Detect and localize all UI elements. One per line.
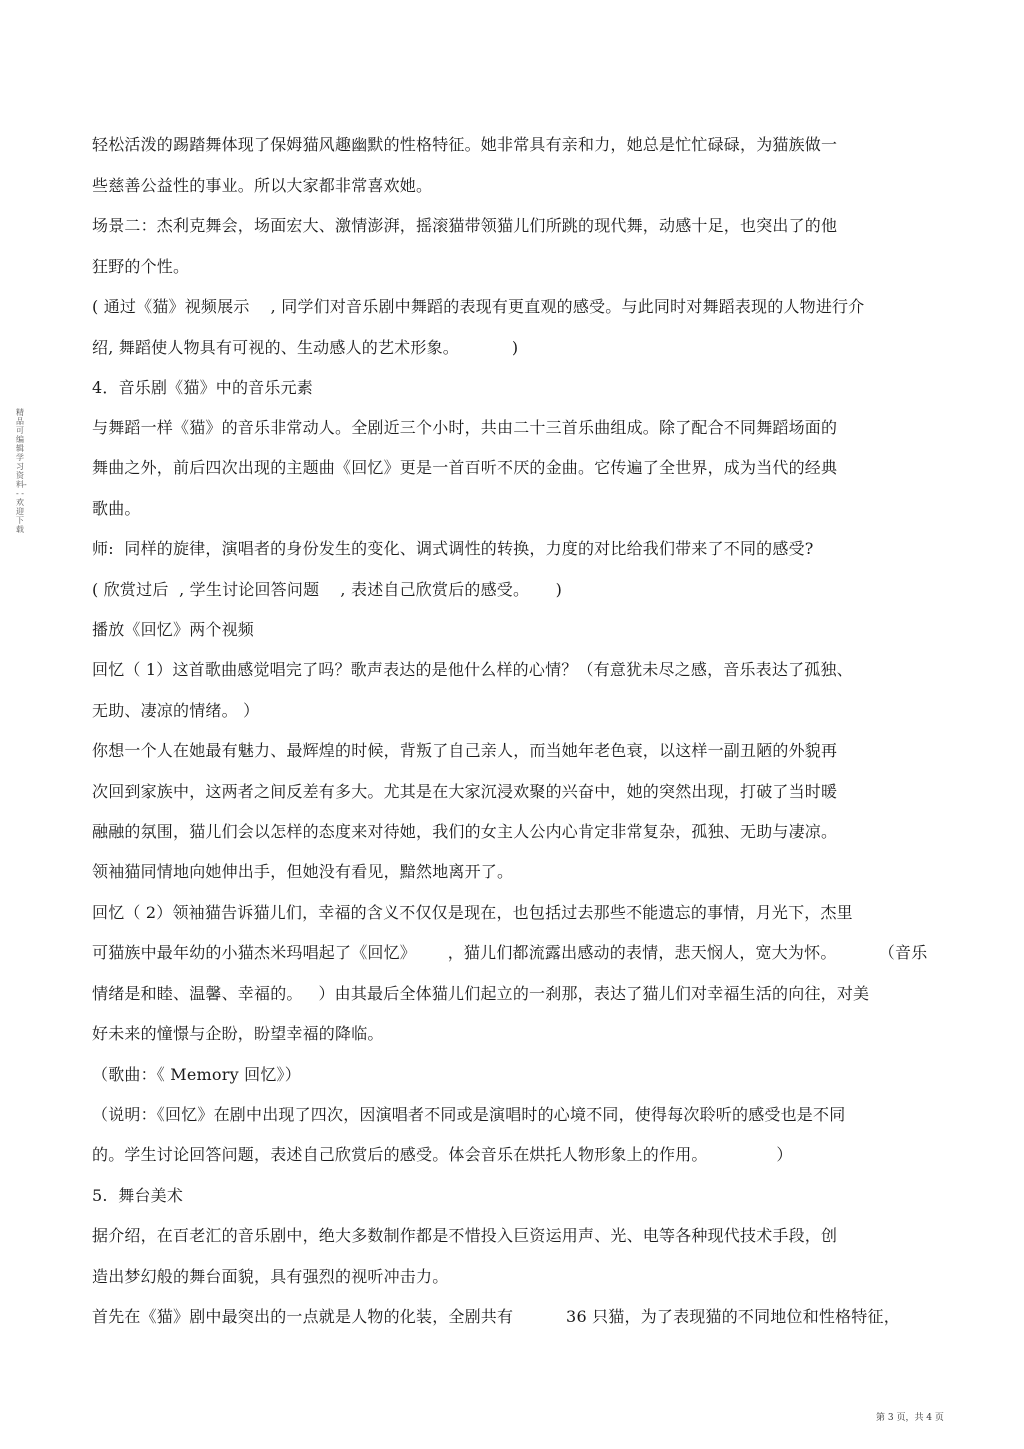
text-line: 可猫族中最年幼的小猫杰米玛唱起了《回忆》 ，猫儿们都流露出感动的表情，悲天悯人，宽大为怀。 （音乐	[92, 943, 928, 962]
text-line: 首先在《猫》剧中最突出的一点就是人物的化装，全剧共有 36 只猫，为了表现猫的不同地位和性格特征，	[92, 1307, 900, 1326]
text-line: 情绪是和睦、温馨、幸福的。 ）由其最后全体猫儿们起立的一刹那，表达了猫儿们对幸福生活的向往，对美	[92, 984, 870, 1003]
text-line: （说明：《回忆》在剧中出现了四次，因演唱者不同或是演唱时的心境不同，使得每次聆听的感受也是不同	[92, 1105, 846, 1124]
side-label: 精品可编辑学习资料- - - 欢迎下载	[16, 408, 30, 534]
text-line: 据介绍，在百老汇的音乐剧中，绝大多数制作都是不惜投入巨资运用声、光、电等各种现代技术手段，创	[92, 1226, 838, 1245]
text-line: 轻松活泼的踢踏舞体现了保姆猫风趣幽默的性格特征。她非常具有亲和力，她总是忙忙碌碌，为猫族做一	[92, 135, 838, 154]
text-line: 与舞蹈一样《猫》的音乐非常动人。全剧近三个小时，共由二十三首乐曲组成。除了配合不同舞蹈场面的	[92, 418, 838, 437]
text-line: 绍, 舞蹈使人物具有可视的、生动感人的艺术形象。 )	[92, 338, 519, 357]
page-number: 第 3 页，共 4 页	[876, 1413, 944, 1423]
text-line: 播放《回忆》两个视频	[92, 620, 255, 639]
text-line: 的。学生讨论回答问题，表述自己欣赏后的感受。体会音乐在烘托人物形象上的作用。 ）	[92, 1145, 793, 1164]
text-line: 狂野的个性。	[92, 257, 190, 276]
section-heading: 5. 舞台美术	[92, 1186, 184, 1205]
text-line: （歌曲：《 Memory 回忆》）	[92, 1065, 301, 1084]
text-line: 无助、凄凉的情绪。 ）	[92, 701, 260, 720]
text-line: 师: 同样的旋律，演唱者的身份发生的变化、调式调性的转换，力度的对比给我们带来了不同的感受?	[92, 539, 814, 558]
text-line: 些慈善公益性的事业。所以大家都非常喜欢她。	[92, 176, 433, 195]
text-line: 次回到家族中，这两者之间反差有多大。尤其是在大家沉浸欢聚的兴奋中，她的突然出现，打破了当时暖	[92, 782, 838, 801]
section-heading: 4．音乐剧《猫》中的音乐元素	[92, 378, 313, 397]
text-line: 回忆（ 1）这首歌曲感觉唱完了吗？歌声表达的是他什么样的心情？（有意犹未尽之感，音乐表达了孤独、	[92, 660, 853, 679]
text-line: 回忆（ 2）领袖猫告诉猫儿们，幸福的含义不仅仅是现在，也包括过去那些不能遗忘的事情，月光下，杰里	[92, 903, 853, 922]
text-line: 融融的氛围，猫儿们会以怎样的态度来对待她，我们的女主人公内心肯定非常复杂，孤独、无助与凄凉。	[92, 822, 838, 841]
text-line: 舞曲之外，前后四次出现的主题曲《回忆》更是一首百听不厌的金曲。它传遍了全世界，成为当代的经典	[92, 458, 838, 477]
text-line: ( 欣赏过后 , 学生讨论回答问题 , 表述自己欣赏后的感受。 )	[92, 580, 563, 599]
text-line: 场景二：杰利克舞会，场面宏大、激情澎湃，摇滚猫带领猫儿们所跳的现代舞，动感十足，也突出了的他	[92, 216, 838, 235]
text-line: 你想一个人在她最有魅力、最辉煌的时候，背叛了自己亲人，而当她年老色衰，以这样一副丑陋的外貌再	[92, 741, 838, 760]
text-line: 造出梦幻般的舞台面貌，具有强烈的视听冲击力。	[92, 1267, 449, 1286]
text-line: ( 通过《猫》视频展示 , 同学们对音乐剧中舞蹈的表现有更直观的感受。与此同时对舞蹈表现的人物进行介	[92, 297, 865, 316]
text-line: 好未来的憧憬与企盼，盼望幸福的降临。	[92, 1024, 384, 1043]
text-line: 领袖猫同情地向她伸出手，但她没有看见，黯然地离开了。	[92, 862, 514, 881]
text-line: 歌曲。	[92, 499, 141, 518]
